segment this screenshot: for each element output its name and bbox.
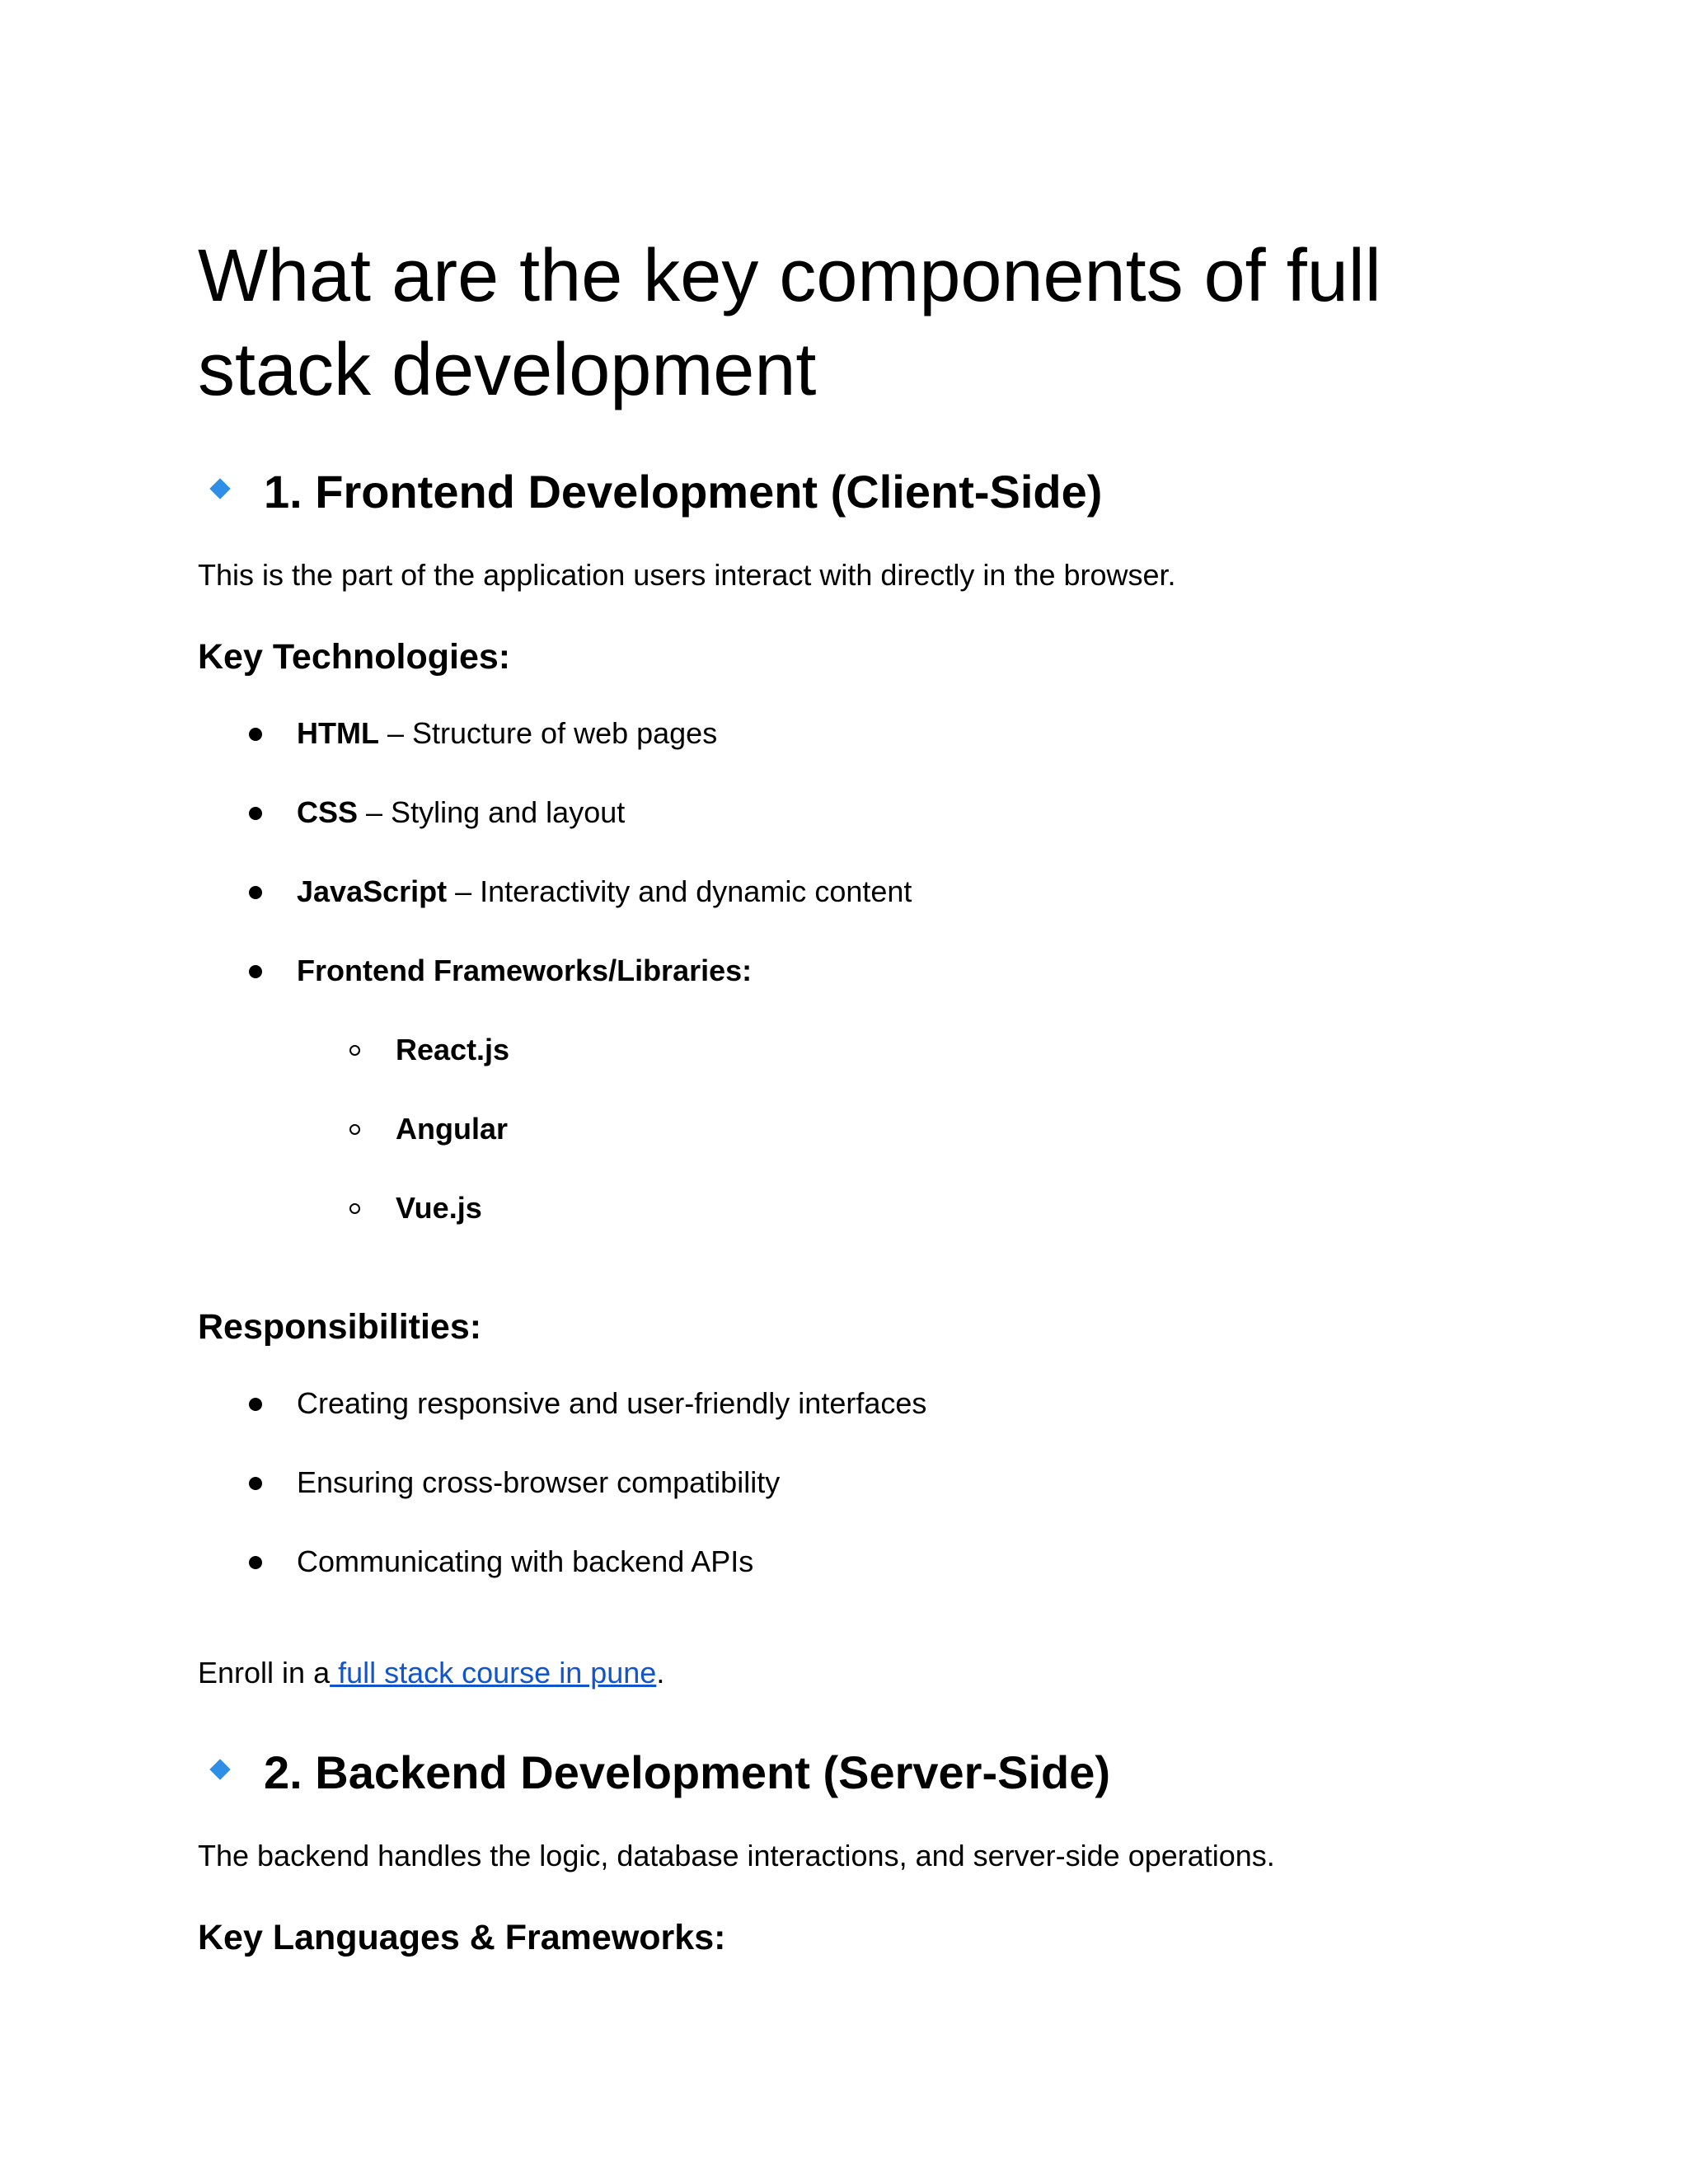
section-heading-frontend bbox=[213, 463, 1102, 521]
section-heading-frontend-text: 1. Frontend Development (Client-Side) bbox=[264, 466, 1103, 518]
responsibilities-heading: Responsibilities: bbox=[198, 1307, 482, 1347]
key-languages-heading: Key Languages & Frameworks: bbox=[198, 1918, 726, 1957]
circle-bullet-icon bbox=[349, 1203, 360, 1214]
list-item bbox=[297, 1385, 926, 1422]
enroll-prefix: Enroll in a bbox=[198, 1656, 331, 1690]
bullet-icon bbox=[249, 728, 262, 741]
bullet-icon bbox=[249, 1398, 262, 1411]
list-item-term: CSS bbox=[297, 795, 359, 829]
diamond-icon bbox=[209, 1759, 230, 1779]
section-heading-backend-text: 2. Backend Development (Server-Side) bbox=[264, 1746, 1111, 1798]
list-item-nested bbox=[396, 1032, 509, 1068]
list-item-term: HTML bbox=[297, 716, 379, 750]
circle-bullet-icon bbox=[349, 1124, 360, 1135]
diamond-icon bbox=[209, 478, 230, 499]
framework-name: React.js bbox=[396, 1033, 510, 1066]
list-item-desc: – Structure of web pages bbox=[378, 716, 718, 750]
key-technologies-heading: Key Technologies: bbox=[198, 637, 511, 677]
course-link[interactable]: full stack course in pune bbox=[330, 1656, 657, 1690]
list-item bbox=[297, 794, 625, 831]
list-item-desc: – Styling and layout bbox=[358, 795, 626, 829]
list-item bbox=[297, 1544, 753, 1580]
list-item bbox=[297, 1465, 780, 1501]
list-item-nested bbox=[396, 1190, 482, 1226]
responsibility-text: Creating responsive and user-friendly interfaces bbox=[297, 1386, 927, 1420]
list-item bbox=[297, 874, 912, 910]
document-title: What are the key components of full stack development bbox=[198, 235, 1381, 411]
framework-name: Angular bbox=[396, 1112, 509, 1146]
responsibility-text: Ensuring cross-browser compatibility bbox=[297, 1465, 781, 1499]
enroll-paragraph bbox=[198, 1655, 664, 1691]
framework-name: Vue.js bbox=[396, 1191, 482, 1225]
bullet-icon bbox=[249, 1477, 262, 1490]
bullet-icon bbox=[249, 1556, 262, 1569]
backend-intro: The backend handles the logic, database interactions, and server-side operations. bbox=[198, 1839, 1275, 1872]
bullet-icon bbox=[249, 807, 262, 820]
bullet-icon bbox=[249, 965, 262, 978]
enroll-suffix: . bbox=[656, 1656, 665, 1690]
list-item-nested bbox=[396, 1111, 508, 1147]
responsibility-text: Communicating with backend APIs bbox=[297, 1544, 754, 1578]
circle-bullet-icon bbox=[349, 1045, 360, 1056]
list-item-term: Frontend Frameworks/Libraries: bbox=[297, 954, 753, 987]
frontend-intro: This is the part of the application users interact with directly in the browser. bbox=[198, 558, 1176, 592]
section-heading-backend bbox=[213, 1744, 1110, 1802]
bullet-icon bbox=[249, 886, 262, 899]
list-item-term: JavaScript bbox=[297, 874, 448, 908]
list-item bbox=[297, 953, 752, 989]
list-item-desc: – Interactivity and dynamic content bbox=[447, 874, 912, 908]
list-item bbox=[297, 715, 717, 752]
